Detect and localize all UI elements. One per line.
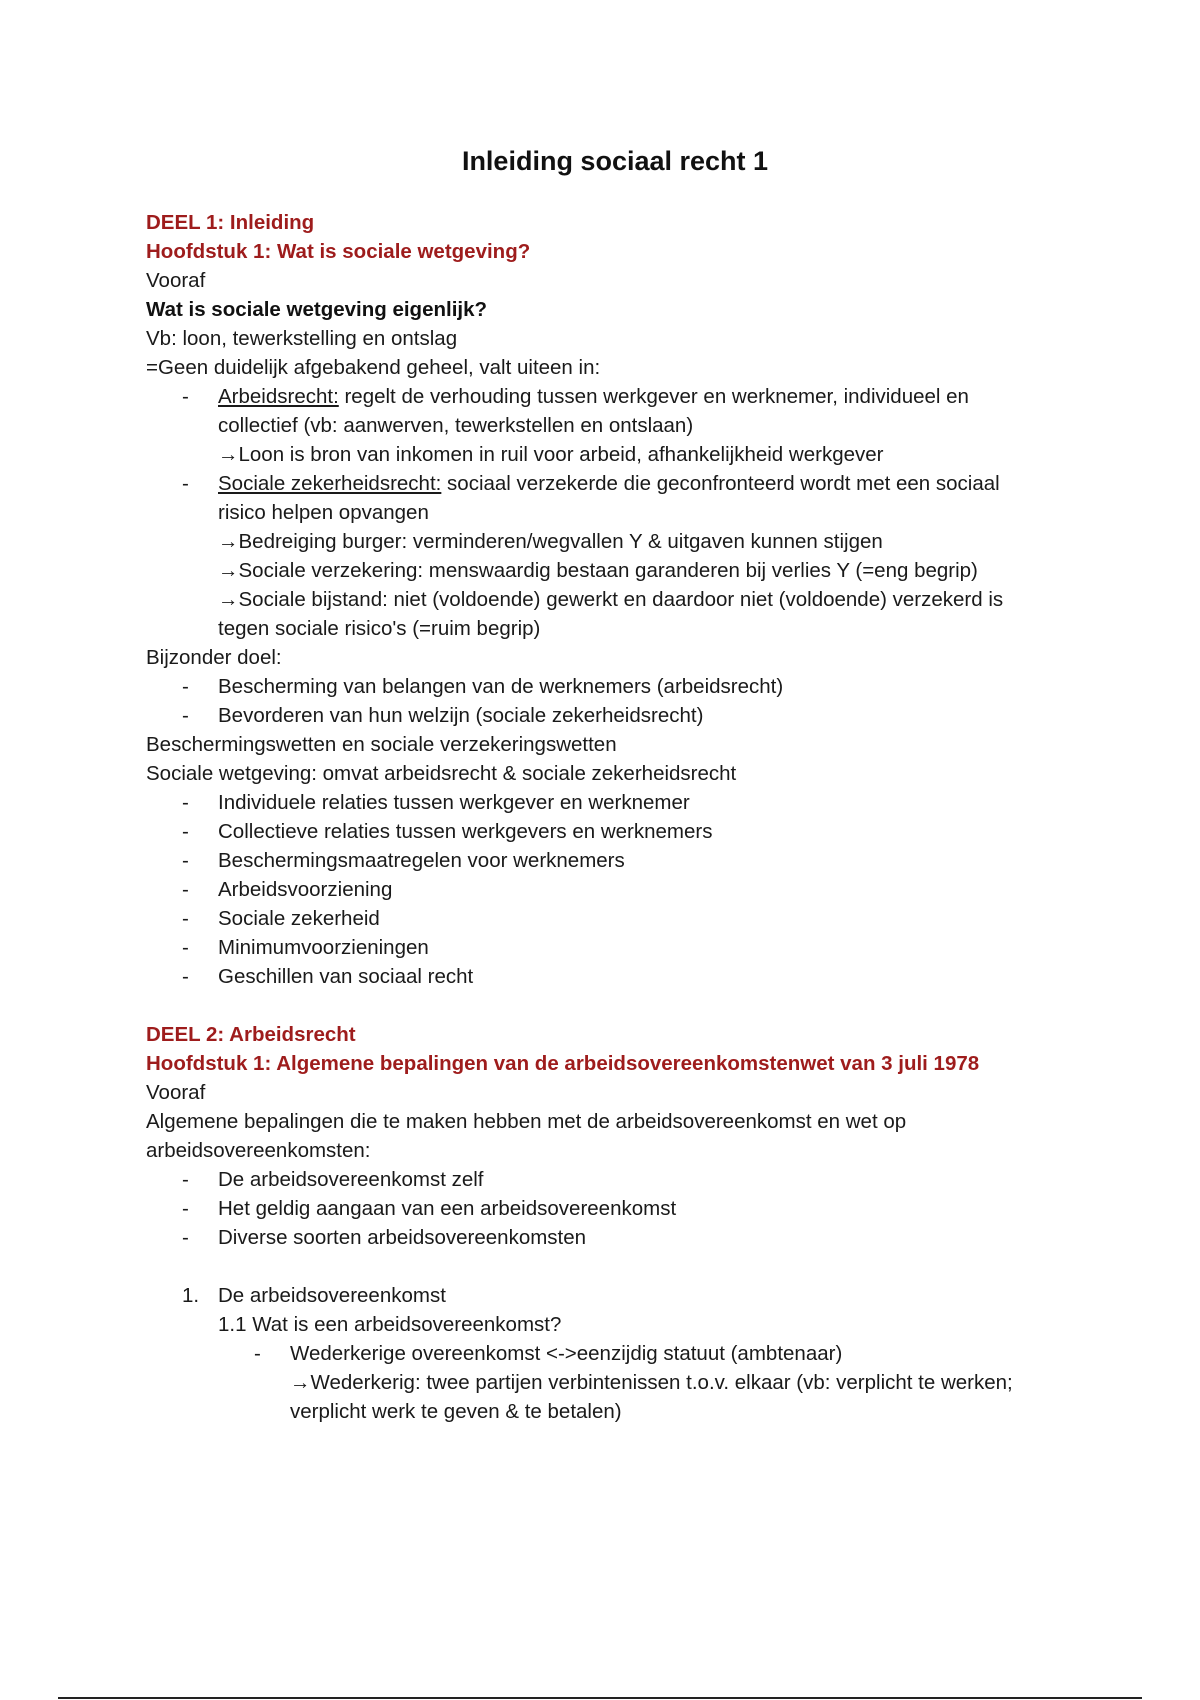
bullet-dash: -: [182, 1168, 189, 1191]
list-item-text: Diverse soorten arbeidsovereenkomsten: [218, 1226, 587, 1249]
bullet-dash: -: [182, 878, 189, 901]
bullet-dash: -: [182, 1226, 189, 1249]
list-item: [146, 1339, 1106, 1368]
list-item: [146, 788, 1106, 817]
bullet-dash: -: [182, 936, 189, 959]
page-bottom-rule: [58, 1697, 1142, 1699]
omvat-line: Sociale wetgeving: omvat arbeidsrecht & sociale zekerheidsrecht: [146, 762, 737, 785]
sub-line3: verplicht werk te geven & te betalen): [290, 1400, 622, 1423]
arbeidsrecht-line3: →Loon is bron van inkomen in ruil voor arbeid, afhankelijkheid werkgever: [218, 443, 884, 466]
part1-vooraf: Vooraf: [146, 269, 206, 292]
arbeidsrecht-text: regelt de verhouding tussen werkgever en werknemer, individueel en: [338, 385, 969, 408]
bullet-dash: -: [182, 385, 189, 408]
bullet-dash: -: [254, 1342, 261, 1365]
list-item: [146, 904, 1106, 933]
list-item: [146, 875, 1106, 904]
bullet-dash: -: [182, 675, 189, 698]
bullet-dash: -: [182, 849, 189, 872]
sz-line6: tegen sociale risico's (=ruim begrip): [218, 617, 541, 640]
bullet-dash: -: [182, 907, 189, 930]
list-item-arbeidsrecht: [146, 382, 1106, 411]
list-item-text: Geschillen van sociaal recht: [218, 965, 474, 988]
part2-vooraf: Vooraf: [146, 1081, 206, 1104]
section-title: De arbeidsovereenkomst: [218, 1284, 446, 1307]
numbered-section: [146, 1281, 1106, 1310]
wetten-line: Beschermingswetten en sociale verzekeringswetten: [146, 733, 617, 756]
list-item: [146, 672, 1106, 701]
bullet-dash: -: [182, 820, 189, 843]
list-item: [146, 1165, 1106, 1194]
term-sociale-zekerheidsrecht: Sociale zekerheidsrecht:: [218, 472, 442, 495]
list-item-text: Het geldig aangaan van een arbeidsovereenkomst: [218, 1197, 677, 1220]
part1-question: Wat is sociale wetgeving eigenlijk?: [146, 298, 488, 321]
arbeidsrecht-line2: collectief (vb: aanwerven, tewerkstellen en ontslaan): [218, 414, 694, 437]
list-item: [146, 962, 1106, 991]
list-item-sociale-zekerheidsrecht: [146, 469, 1106, 498]
list-item-text: De arbeidsovereenkomst zelf: [218, 1168, 484, 1191]
list-item: [146, 846, 1106, 875]
document-body: [146, 208, 1106, 1426]
subsection-title: 1.1 Wat is een arbeidsovereenkomst?: [218, 1313, 562, 1336]
part1-intro: =Geen duidelijk afgebakend geheel, valt uiteen in:: [146, 356, 601, 379]
list-item-text: Beschermingsmaatregelen voor werknemers: [218, 849, 625, 872]
list-item: [146, 817, 1106, 846]
part2-intro-line2: arbeidsovereenkomsten:: [146, 1139, 371, 1162]
list-item: [146, 701, 1106, 730]
bullet-dash: -: [182, 791, 189, 814]
part2-intro-line1: Algemene bepalingen die te maken hebben met de arbeidsovereenkomst en wet op: [146, 1110, 907, 1133]
part1-heading: DEEL 1: Inleiding: [146, 211, 315, 234]
term-arbeidsrecht: Arbeidsrecht:: [218, 385, 339, 408]
bullet-dash: -: [182, 472, 189, 495]
part1-chapter-heading: Hoofdstuk 1: Wat is sociale wetgeving?: [146, 240, 531, 263]
list-item: [146, 933, 1106, 962]
sub-line2: →Wederkerig: twee partijen verbintenissen t.o.v. elkaar (vb: verplicht te werken;: [290, 1371, 1013, 1394]
part2-heading: DEEL 2: Arbeidsrecht: [146, 1023, 356, 1046]
list-item-text: Wederkerige overeenkomst <->eenzijdig statuut (ambtenaar): [290, 1342, 843, 1365]
document-title: Inleiding sociaal recht 1: [461, 146, 769, 176]
list-item-text: Collectieve relaties tussen werkgevers en werknemers: [218, 820, 713, 843]
list-item: [146, 1194, 1106, 1223]
sz-line4: →Sociale verzekering: menswaardig bestaan garanderen bij verlies Y (=eng begrip): [218, 559, 978, 582]
sz-line5: →Sociale bijstand: niet (voldoende) gewerkt en daardoor niet (voldoende) verzekerd is: [218, 588, 1004, 611]
list-item-text: Individuele relaties tussen werkgever en werknemer: [218, 791, 690, 814]
sz-line2: risico helpen opvangen: [218, 501, 429, 524]
section-number: 1.: [182, 1284, 200, 1307]
part1-example: Vb: loon, tewerkstelling en ontslag: [146, 327, 458, 350]
list-item-text: Bescherming van belangen van de werknemers (arbeidsrecht): [218, 675, 784, 698]
sz-text: sociaal verzekerde die geconfronteerd wordt met een sociaal: [441, 472, 1000, 495]
part2-chapter-heading: Hoofdstuk 1: Algemene bepalingen van de arbeidsovereenkomstenwet van 3 juli 1978: [146, 1052, 980, 1075]
bullet-dash: -: [182, 965, 189, 988]
spacer: [146, 1252, 1106, 1281]
sz-line3: →Bedreiging burger: verminderen/wegvallen Y & uitgaven kunnen stijgen: [218, 530, 883, 553]
list-item-text: Arbeidsvoorziening: [218, 878, 393, 901]
list-item: [146, 1223, 1106, 1252]
list-item-text: Bevorderen van hun welzijn (sociale zekerheidsrecht): [218, 704, 704, 727]
bullet-dash: -: [182, 704, 189, 727]
list-item-text: Sociale zekerheid: [218, 907, 380, 930]
bijzonder-doel: Bijzonder doel:: [146, 646, 282, 669]
bullet-dash: -: [182, 1197, 189, 1220]
spacer: [146, 991, 1106, 1020]
list-item-text: Minimumvoorzieningen: [218, 936, 429, 959]
